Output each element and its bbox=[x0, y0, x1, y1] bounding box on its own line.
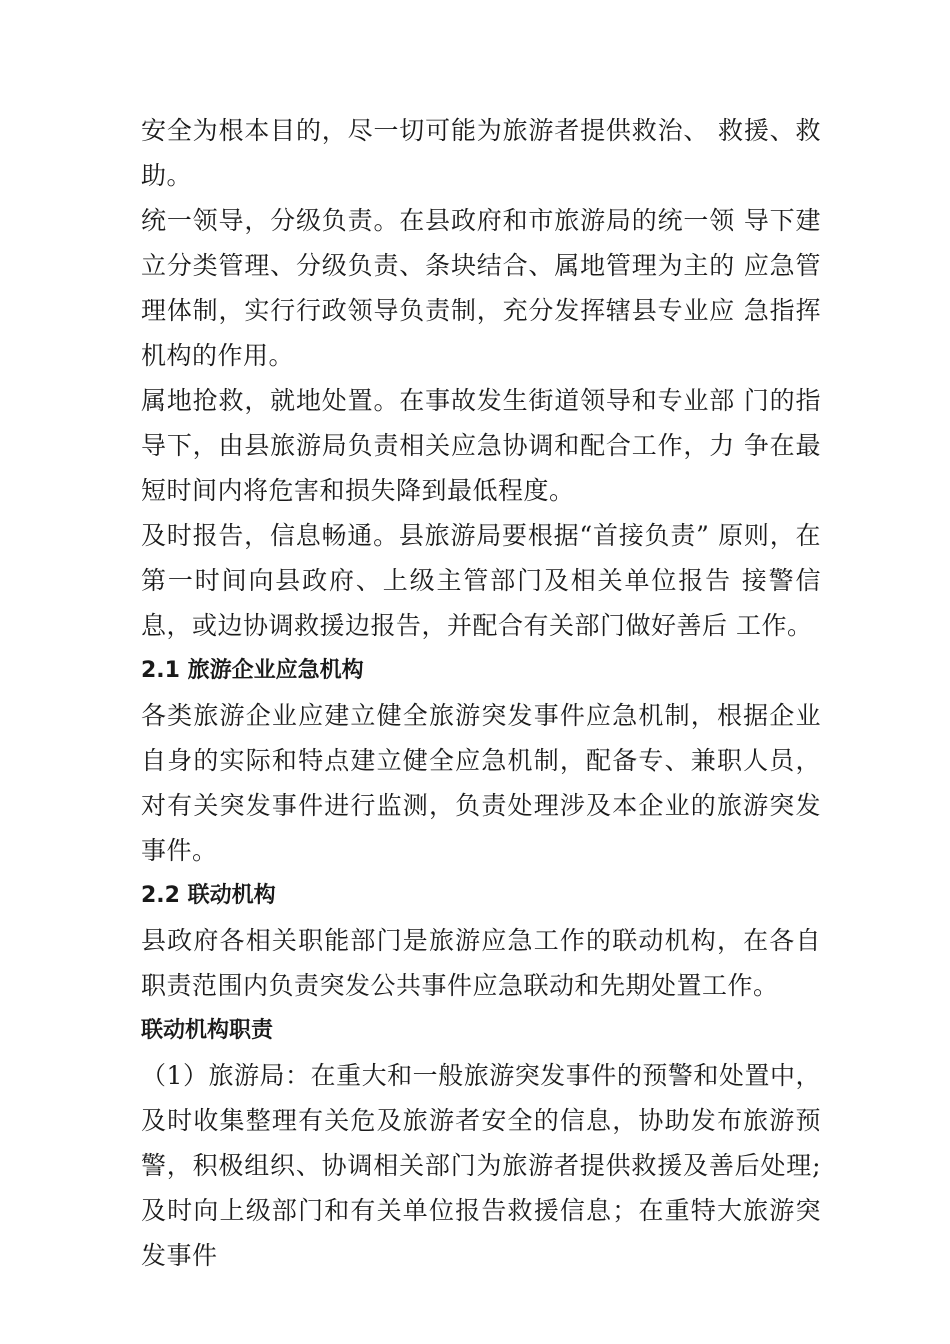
subheading-linkage-duties: 联动机构职责 bbox=[141, 1018, 274, 1043]
document-body bbox=[141, 108, 821, 1278]
paragraph-linkage-agencies: 县政府各相关职能部门是旅游应急工作的联动机构，在各自 职责范围内负责突发公共事件应急联动和先期处置工作。 bbox=[141, 926, 821, 1000]
section-heading-2-2: 2.2 联动机构 bbox=[141, 883, 276, 908]
paragraph-tourism-bureau-duty: （1）旅游局：在重大和一般旅游突发事件的预警和处置中， 及时收集整理有关危及旅游者安全的信息，协助发布旅游预 警，积极组织、协调相关部门为旅游者提供救援及善后处理; 及时向上级部门和有关单位报告救援信息；在重特大旅游突 发事件 bbox=[141, 1061, 821, 1270]
paragraph-principle-local-rescue: 属地抢救，就地处置。在事故发生街道领导和专业部 门的指导下，由县旅游局负责相关应急协调和配合工作，力 争在最短时间内将危害和损失降到最低程度。 bbox=[141, 386, 821, 505]
paragraph-enterprise-emergency: 各类旅游企业应建立健全旅游突发事件应急机制，根据企业 自身的实际和特点建立健全应急机制，配备专、兼职人员， 对有关突发事件进行监测，负责处理涉及本企业的旅游突发 事件。 bbox=[141, 701, 821, 865]
paragraph-principle-unified-leadership: 统一领导，分级负责。在县政府和市旅游局的统一领 导下建立分类管理、分级负责、条块结合、属地管理为主的 应急管理体制，实行行政领导负责制，充分发挥辖县专业应 急指挥机构的作用。 bbox=[141, 206, 821, 370]
section-heading-2-1: 2.1 旅游企业应急机构 bbox=[141, 658, 364, 683]
paragraph-principle-safety: 安全为根本目的，尽一切可能为旅游者提供救治、 救援、救助。 bbox=[141, 116, 821, 190]
paragraph-principle-timely-report: 及时报告，信息畅通。县旅游局要根据“首接负责” 原则，在第一时间向县政府、上级主管部门及相关单位报告 接警信息，或边协调救援边报告，并配合有关部门做好善后 工作。 bbox=[141, 521, 821, 640]
